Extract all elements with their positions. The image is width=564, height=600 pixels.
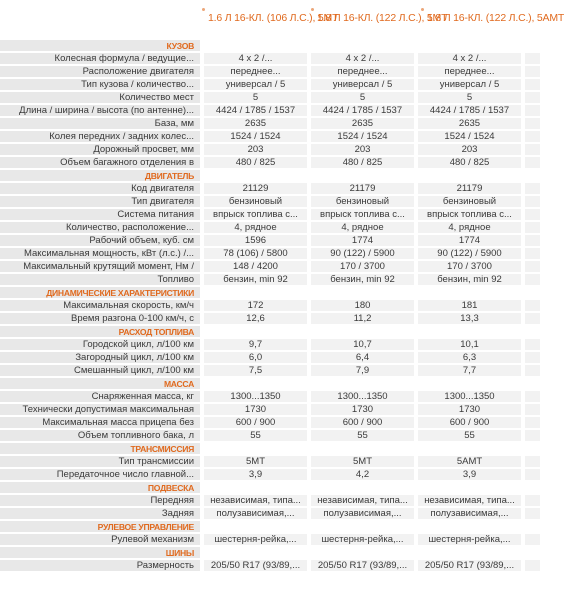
spec-value-col1: бензиновый — [204, 196, 307, 207]
spec-value-col3: 170 / 3700 — [418, 261, 521, 272]
spec-value-col2 — [311, 443, 414, 454]
spec-value-col3: 1774 — [418, 235, 521, 246]
spec-value-col2: 4 x 2 /... — [311, 53, 414, 64]
spec-label: Количество, расположение... — [0, 222, 200, 233]
row-padding — [525, 287, 540, 298]
spec-value-col3 — [418, 378, 521, 389]
spec-value-col1 — [204, 482, 307, 493]
row-padding — [525, 261, 540, 272]
spec-label: Городской цикл, л/100 км — [0, 339, 200, 350]
spec-value-col1: 600 / 900 — [204, 417, 307, 428]
spec-value-col2: универсал / 5 — [311, 79, 414, 90]
spec-value-col3: 4424 / 1785 / 1537 — [418, 105, 521, 116]
spec-value-col3: переднее... — [418, 66, 521, 77]
spec-value-col1: 1524 / 1524 — [204, 131, 307, 142]
spec-row — [0, 430, 540, 442]
spec-value-col3: полузависимая,... — [418, 508, 521, 519]
spec-value-col2: 1774 — [311, 235, 414, 246]
spec-value-col2: 203 — [311, 144, 414, 155]
column-header-1: 1.6 Л 16-КЛ. (106 Л.С.), 5МТ — [208, 12, 339, 24]
spec-value-col1: 1300...1350 — [204, 391, 307, 402]
spec-value-col1: 203 — [204, 144, 307, 155]
spec-value-col2: бензиновый — [311, 196, 414, 207]
spec-label: Топливо — [0, 274, 200, 285]
row-padding — [525, 300, 540, 311]
row-padding — [525, 248, 540, 259]
spec-value-col1: 7,5 — [204, 365, 307, 376]
row-padding — [525, 378, 540, 389]
spec-value-col2: 4424 / 1785 / 1537 — [311, 105, 414, 116]
spec-value-col1: 1730 — [204, 404, 307, 415]
row-padding — [525, 144, 540, 155]
section-header — [0, 521, 540, 533]
spec-value-col3: 4, рядное — [418, 222, 521, 233]
spec-row — [0, 118, 540, 130]
section-title: ШИНЫ — [0, 547, 200, 558]
spec-label: Длина / ширина / высота (по антенне)... — [0, 105, 200, 116]
spec-label: Задняя — [0, 508, 200, 519]
spec-value-col3: 5 — [418, 92, 521, 103]
column-header-3: 1.8 Л 16-КЛ. (122 Л.С.), 5АМТ — [427, 12, 564, 24]
spec-value-col3: 21179 — [418, 183, 521, 194]
spec-value-col1: 55 — [204, 430, 307, 441]
spec-value-col3: 2635 — [418, 118, 521, 129]
spec-value-col1: 2635 — [204, 118, 307, 129]
row-padding — [525, 118, 540, 129]
spec-row — [0, 222, 540, 234]
spec-label: Максимальная мощность, кВт (л.с.) /... — [0, 248, 200, 259]
spec-value-col2: 5 — [311, 92, 414, 103]
spec-value-col1: шестерня-рейка,... — [204, 534, 307, 545]
spec-value-col3: шестерня-рейка,... — [418, 534, 521, 545]
spec-value-col3: 205/50 R17 (93/89,... — [418, 560, 521, 571]
spec-label: Максимальная масса прицепа без — [0, 417, 200, 428]
spec-value-col2: 480 / 825 — [311, 157, 414, 168]
row-padding — [525, 508, 540, 519]
section-title: ДИНАМИЧЕСКИЕ ХАРАКТЕРИСТИКИ — [0, 287, 200, 298]
section-title: РАСХОД ТОПЛИВА — [0, 326, 200, 337]
spec-value-col1: 148 / 4200 — [204, 261, 307, 272]
row-padding — [525, 40, 540, 51]
spec-label: Колея передних / задних колес... — [0, 131, 200, 142]
spec-value-col1: 78 (106) / 5800 — [204, 248, 307, 259]
section-title: РУЛЕВОЕ УПРАВЛЕНИЕ — [0, 521, 200, 532]
spec-row — [0, 248, 540, 260]
spec-value-col1: 6,0 — [204, 352, 307, 363]
spec-label: Загородный цикл, л/100 км — [0, 352, 200, 363]
spec-label: Максимальная скорость, км/ч — [0, 300, 200, 311]
row-padding — [525, 313, 540, 324]
spec-label: База, мм — [0, 118, 200, 129]
spec-value-col3 — [418, 521, 521, 532]
spec-value-col1: универсал / 5 — [204, 79, 307, 90]
spec-row — [0, 53, 540, 65]
spec-value-col1: 9,7 — [204, 339, 307, 350]
spec-value-col3 — [418, 326, 521, 337]
spec-value-col2: бензин, min 92 — [311, 274, 414, 285]
spec-value-col2: 90 (122) / 5900 — [311, 248, 414, 259]
spec-value-col1: 205/50 R17 (93/89,... — [204, 560, 307, 571]
spec-row — [0, 495, 540, 507]
spec-value-col1: 5 — [204, 92, 307, 103]
spec-value-col1 — [204, 40, 307, 51]
spec-label: Расположение двигателя — [0, 66, 200, 77]
section-header — [0, 482, 540, 494]
spec-value-col3: 600 / 900 — [418, 417, 521, 428]
section-header — [0, 40, 540, 52]
spec-value-col3: 10,1 — [418, 339, 521, 350]
spec-value-col3: независимая, типа... — [418, 495, 521, 506]
spec-row — [0, 183, 540, 195]
spec-value-col1: бензин, min 92 — [204, 274, 307, 285]
spec-label: Тип кузова / количество... — [0, 79, 200, 90]
section-header — [0, 378, 540, 390]
row-padding — [525, 235, 540, 246]
spec-value-col2 — [311, 521, 414, 532]
spec-value-col1 — [204, 287, 307, 298]
spec-value-col3: 480 / 825 — [418, 157, 521, 168]
spec-value-col3 — [418, 287, 521, 298]
spec-label: Колесная формула / ведущие... — [0, 53, 200, 64]
spec-row — [0, 209, 540, 221]
spec-value-col2: впрыск топлива с... — [311, 209, 414, 220]
spec-value-col3: 1300...1350 — [418, 391, 521, 402]
spec-value-col3: 90 (122) / 5900 — [418, 248, 521, 259]
spec-value-col3: впрыск топлива с... — [418, 209, 521, 220]
row-padding — [525, 66, 540, 77]
spec-label: Дорожный просвет, мм — [0, 144, 200, 155]
row-padding — [525, 183, 540, 194]
spec-value-col1 — [204, 170, 307, 181]
row-padding — [525, 495, 540, 506]
spec-label: Смешанный цикл, л/100 км — [0, 365, 200, 376]
spec-value-col2: 2635 — [311, 118, 414, 129]
row-padding — [525, 92, 540, 103]
spec-value-col2 — [311, 170, 414, 181]
spec-value-col3 — [418, 482, 521, 493]
spec-value-col2 — [311, 378, 414, 389]
spec-value-col1 — [204, 547, 307, 558]
spec-header — [0, 0, 564, 34]
spec-value-col2 — [311, 326, 414, 337]
spec-value-col1: 480 / 825 — [204, 157, 307, 168]
spec-value-col3: 3,9 — [418, 469, 521, 480]
row-padding — [525, 352, 540, 363]
spec-value-col1 — [204, 326, 307, 337]
section-title: ДВИГАТЕЛЬ — [0, 170, 200, 181]
spec-row — [0, 508, 540, 520]
row-padding — [525, 469, 540, 480]
spec-value-col2 — [311, 547, 414, 558]
spec-value-col2: независимая, типа... — [311, 495, 414, 506]
row-padding — [525, 131, 540, 142]
row-padding — [525, 456, 540, 467]
spec-label: Код двигателя — [0, 183, 200, 194]
spec-label: Тип двигателя — [0, 196, 200, 207]
section-title: МАССА — [0, 378, 200, 389]
row-padding — [525, 339, 540, 350]
spec-value-col3: 1524 / 1524 — [418, 131, 521, 142]
spec-label: Технически допустимая максимальная — [0, 404, 200, 415]
row-padding — [525, 196, 540, 207]
row-padding — [525, 430, 540, 441]
spec-label: Количество мест — [0, 92, 200, 103]
spec-value-col3: бензин, min 92 — [418, 274, 521, 285]
row-padding — [525, 365, 540, 376]
spec-value-col3: 13,3 — [418, 313, 521, 324]
spec-row — [0, 313, 540, 325]
section-header — [0, 443, 540, 455]
row-padding — [525, 443, 540, 454]
spec-value-col2: 600 / 900 — [311, 417, 414, 428]
spec-value-col2: 1730 — [311, 404, 414, 415]
row-padding — [525, 391, 540, 402]
spec-value-col3: 181 — [418, 300, 521, 311]
spec-value-col2: переднее... — [311, 66, 414, 77]
spec-row — [0, 417, 540, 429]
spec-value-col1 — [204, 443, 307, 454]
spec-value-col3: 4 x 2 /... — [418, 53, 521, 64]
spec-value-col2: 180 — [311, 300, 414, 311]
row-padding — [525, 417, 540, 428]
section-header — [0, 287, 540, 299]
spec-row — [0, 144, 540, 156]
spec-value-col1: 4, рядное — [204, 222, 307, 233]
spec-value-col1: 4 x 2 /... — [204, 53, 307, 64]
spec-value-col2: 10,7 — [311, 339, 414, 350]
spec-value-col2: 1524 / 1524 — [311, 131, 414, 142]
row-padding — [525, 534, 540, 545]
section-title: КУЗОВ — [0, 40, 200, 51]
spec-row — [0, 352, 540, 364]
spec-value-col2: 11,2 — [311, 313, 414, 324]
spec-value-col1: 172 — [204, 300, 307, 311]
spec-value-col1: переднее... — [204, 66, 307, 77]
spec-row — [0, 560, 540, 572]
spec-value-col1: 1596 — [204, 235, 307, 246]
spec-row — [0, 404, 540, 416]
spec-value-col3 — [418, 170, 521, 181]
spec-value-col2: 6,4 — [311, 352, 414, 363]
row-padding — [525, 326, 540, 337]
spec-row — [0, 469, 540, 481]
spec-value-col3: 203 — [418, 144, 521, 155]
spec-row — [0, 66, 540, 78]
spec-value-col3 — [418, 443, 521, 454]
spec-value-col1: независимая, типа... — [204, 495, 307, 506]
spec-row — [0, 391, 540, 403]
spec-value-col2: 7,9 — [311, 365, 414, 376]
spec-row — [0, 92, 540, 104]
spec-value-col1: 3,9 — [204, 469, 307, 480]
spec-label: Объем топливного бака, л — [0, 430, 200, 441]
spec-value-col3: 7,7 — [418, 365, 521, 376]
spec-value-col2 — [311, 482, 414, 493]
spec-value-col2: 205/50 R17 (93/89,... — [311, 560, 414, 571]
spec-value-col2: полузависимая,... — [311, 508, 414, 519]
spec-value-col1: 12,6 — [204, 313, 307, 324]
spec-value-col2 — [311, 40, 414, 51]
spec-value-col1: 5МТ — [204, 456, 307, 467]
row-padding — [525, 157, 540, 168]
spec-label: Объем багажного отделения в — [0, 157, 200, 168]
spec-value-col1 — [204, 378, 307, 389]
section-title: ТРАНСМИССИЯ — [0, 443, 200, 454]
row-padding — [525, 222, 540, 233]
spec-row — [0, 365, 540, 377]
row-padding — [525, 404, 540, 415]
spec-row — [0, 131, 540, 143]
row-padding — [525, 53, 540, 64]
spec-value-col2: 4, рядное — [311, 222, 414, 233]
row-padding — [525, 482, 540, 493]
spec-value-col2: 1300...1350 — [311, 391, 414, 402]
spec-value-col1 — [204, 521, 307, 532]
row-padding — [525, 274, 540, 285]
row-padding — [525, 209, 540, 220]
spec-row — [0, 105, 540, 117]
spec-label: Тип трансмиссии — [0, 456, 200, 467]
spec-value-col2: 21179 — [311, 183, 414, 194]
spec-label: Размерность — [0, 560, 200, 571]
spec-value-col2: шестерня-рейка,... — [311, 534, 414, 545]
spec-row — [0, 196, 540, 208]
spec-label: Рабочий объем, куб. см — [0, 235, 200, 246]
section-title: ПОДВЕСКА — [0, 482, 200, 493]
row-padding — [525, 170, 540, 181]
spec-label: Передняя — [0, 495, 200, 506]
column-header-2: 1.8 Л 16-КЛ. (122 Л.С.), 5МТ — [317, 12, 448, 24]
spec-label: Время разгона 0-100 км/ч, с — [0, 313, 200, 324]
section-header — [0, 547, 540, 559]
spec-row — [0, 339, 540, 351]
spec-row — [0, 157, 540, 169]
spec-label: Рулевой механизм — [0, 534, 200, 545]
spec-value-col2: 5МТ — [311, 456, 414, 467]
row-padding — [525, 105, 540, 116]
spec-row — [0, 456, 540, 468]
spec-label: Снаряженная масса, кг — [0, 391, 200, 402]
section-header — [0, 170, 540, 182]
spec-row — [0, 300, 540, 312]
spec-value-col3: универсал / 5 — [418, 79, 521, 90]
spec-value-col2: 170 / 3700 — [311, 261, 414, 272]
spec-value-col1: впрыск топлива с... — [204, 209, 307, 220]
spec-row — [0, 261, 540, 273]
spec-row — [0, 534, 540, 546]
spec-value-col1: 21129 — [204, 183, 307, 194]
spec-row — [0, 79, 540, 91]
spec-value-col2: 4,2 — [311, 469, 414, 480]
spec-label: Максимальный крутящий момент, Нм / — [0, 261, 200, 272]
spec-value-col3: 5АМТ — [418, 456, 521, 467]
spec-value-col1: 4424 / 1785 / 1537 — [204, 105, 307, 116]
spec-value-col3: бензиновый — [418, 196, 521, 207]
section-header — [0, 326, 540, 338]
row-padding — [525, 521, 540, 532]
row-padding — [525, 79, 540, 90]
spec-label: Передаточное число главной... — [0, 469, 200, 480]
row-padding — [525, 560, 540, 571]
spec-value-col3: 6,3 — [418, 352, 521, 363]
spec-value-col2 — [311, 287, 414, 298]
spec-value-col2: 55 — [311, 430, 414, 441]
spec-value-col3: 55 — [418, 430, 521, 441]
spec-label: Система питания — [0, 209, 200, 220]
spec-value-col1: полузависимая,... — [204, 508, 307, 519]
spec-row — [0, 274, 540, 286]
spec-value-col3 — [418, 547, 521, 558]
spec-value-col3 — [418, 40, 521, 51]
spec-value-col3: 1730 — [418, 404, 521, 415]
spec-row — [0, 235, 540, 247]
row-padding — [525, 547, 540, 558]
